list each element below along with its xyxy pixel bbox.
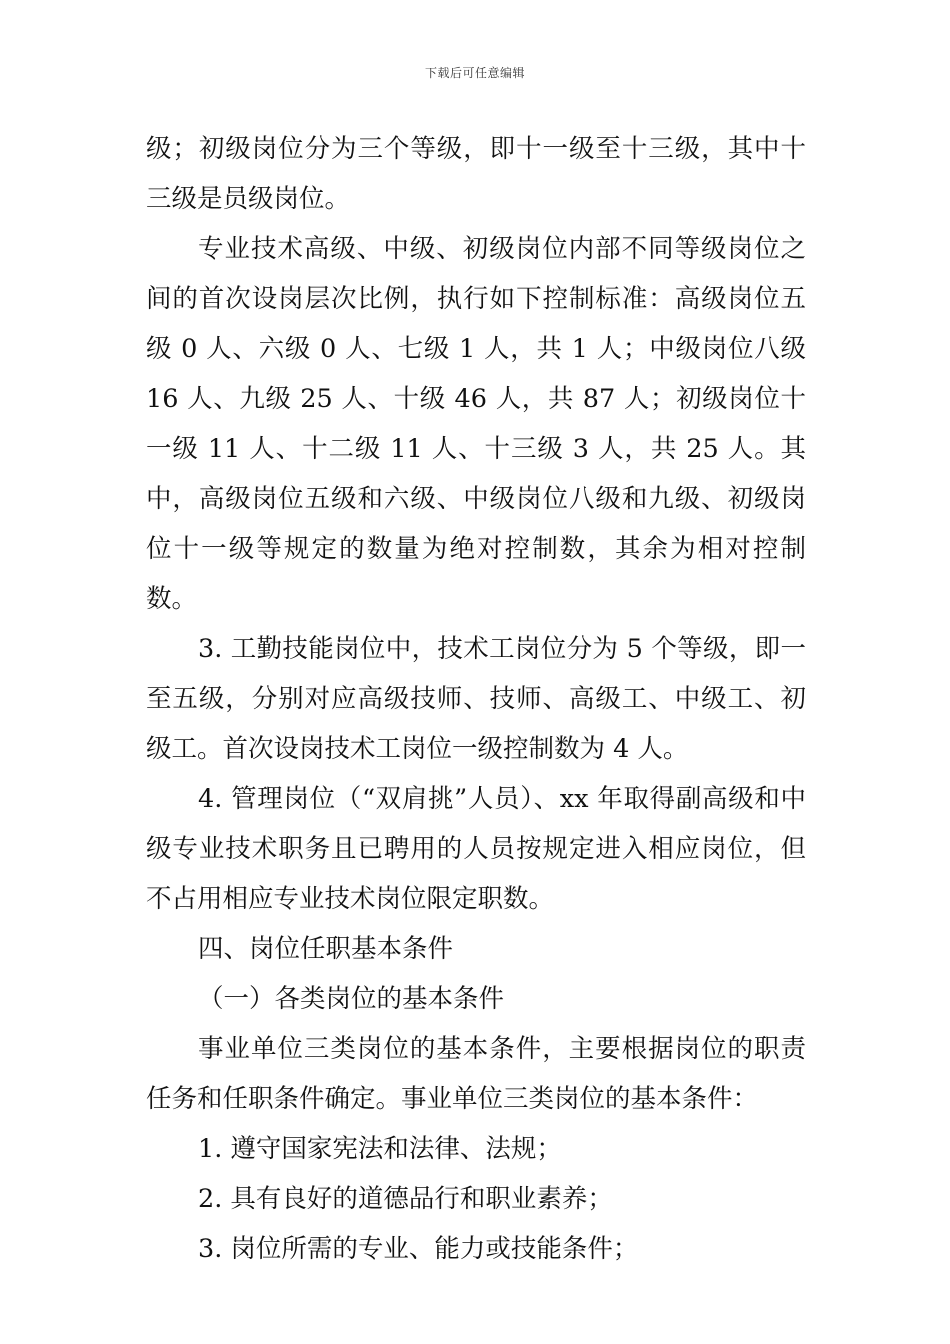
paragraph-ratio-standard: 专业技术高级、中级、初级岗位内部不同等级岗位之间的首次设岗层次比例，执行如下控制标准：高级岗位五级 0 人、六级 0 人、七级 1 人，共 1 人；中级岗位八级 16 人、九级 25 人、十级 46 人，共 87 人；初级岗位十一级 11 人、十二级 11 人、十三级 3 人，共 25 人。其中，高级岗位五级和六级、中级岗位八级和九级、初级岗位十一级等规定的数量为绝对控制数，其余为相对控制数。 xyxy=(146,234,806,614)
paragraph-item-3-technical: 3. 工勤技能岗位中，技术工岗位分为 5 个等级，即一至五级，分别对应高级技师、技师、高级工、中级工、初级工。首次设岗技术工岗位一级控制数为 4 人。 xyxy=(146,634,806,764)
list-item-2: 2. 具有良好的道德品行和职业素养； xyxy=(198,1184,613,1214)
list-item-1: 1. 遵守国家宪法和法律、法规； xyxy=(198,1134,562,1164)
page-header: 下载后可任意编辑 xyxy=(424,66,525,80)
paragraph-continuation: 级；初级岗位分为三个等级，即十一级至十三级，其中十三级是员级岗位。 xyxy=(146,134,806,214)
document-body xyxy=(146,124,806,1274)
paragraph-item-4-management: 4. 管理岗位（“双肩挑”人员）、xx 年取得副高级和中级专业技术职务且已聘用的人员按规定进入相应岗位，但不占用相应专业技术岗位限定职数。 xyxy=(146,784,806,914)
subsection-heading-one: （一）各类岗位的基本条件 xyxy=(198,984,505,1014)
paragraph-basic-conditions: 事业单位三类岗位的基本条件，主要根据岗位的职责任务和任职条件确定。事业单位三类岗位的基本条件： xyxy=(146,1034,806,1114)
list-item-3: 3. 岗位所需的专业、能力或技能条件； xyxy=(198,1234,639,1264)
section-heading-four: 四、岗位任职基本条件 xyxy=(198,934,454,964)
